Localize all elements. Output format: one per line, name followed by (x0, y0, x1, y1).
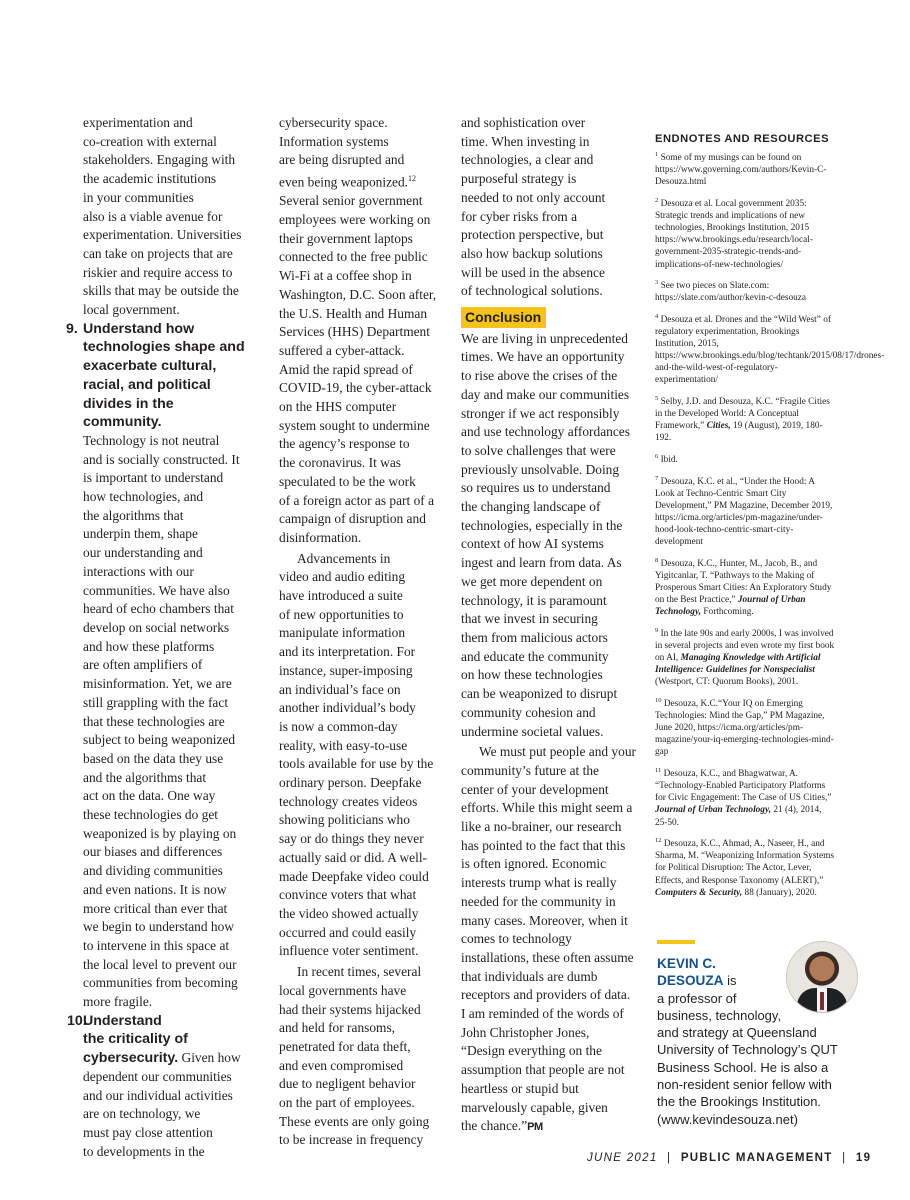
strategy-line: time. When investing in (461, 133, 590, 149)
people-line: many cases. Moreover, when it (461, 912, 628, 928)
item-9-body-line: these technologies do get (83, 807, 218, 823)
endnote-number: 4 (655, 312, 659, 320)
endnote-tail: (Westport, CT: Quorum Books), 2001. (655, 677, 799, 688)
item-9-heading-line: technologies shape and (83, 339, 245, 356)
bio-line: (www.kevindesouza.net) (657, 1111, 798, 1127)
bio-text (657, 990, 847, 1128)
item-9-body-line: underpin them, shape (83, 526, 198, 542)
deepfake-line: say or do things they never (279, 831, 424, 847)
deepfake-line: the video showed actually (279, 906, 419, 921)
conclusion-line: and educate the community (461, 648, 609, 664)
list-item-10 (67, 1012, 253, 1162)
deepfake-line: Advancements in (297, 550, 391, 566)
endnote (655, 451, 835, 466)
deepfake-line: occurred and could easily (279, 924, 417, 940)
item-9-body (83, 432, 253, 1012)
paragraph-strategy (461, 114, 641, 301)
endnote-text: Ibid. (658, 455, 678, 466)
item-9-body-line: that these technologies are (83, 713, 225, 729)
conclusion-line: ingest and learn from data. As (461, 555, 622, 571)
ransom-line: had their systems hijacked (279, 1001, 421, 1017)
item-9-body-line: our biases and differences (83, 844, 223, 860)
deepfake-line: manipulate information (279, 625, 406, 641)
ransom-line: local governments have (279, 982, 407, 998)
intro-line: co-creation with external (83, 133, 217, 149)
item-10-body (83, 1068, 253, 1162)
intro-line: stakeholders. Engaging with (83, 152, 236, 168)
item-9-body-line: still grappling with the fact (83, 694, 229, 710)
item-9-number: 9. (66, 320, 78, 337)
bio-line: Business School. He is also a (657, 1059, 829, 1075)
item-10-heading (83, 1012, 253, 1068)
footer-separator-1: | (667, 1152, 672, 1164)
endnote-journal: Journal of Urban Technology, (655, 805, 772, 816)
ransom-line: and even compromised (279, 1057, 404, 1073)
bio-line: University of Technology’s QUT (657, 1042, 838, 1058)
item-10-body-line: must pay close attention (83, 1124, 213, 1140)
endnote-journal: Journal of Urban Technology, (655, 595, 806, 618)
people-line: the chance.”PM (461, 1118, 543, 1134)
strategy-line: of technological solutions. (461, 283, 603, 299)
item-9-body-line: misinformation. Yet, we are (83, 676, 232, 692)
bio-line: non-resident senior fellow with (657, 1077, 832, 1093)
paragraph-ransom (279, 963, 445, 1150)
endnote-list (655, 149, 885, 899)
item-9-body-line: heard of echo chambers that (83, 601, 234, 617)
deepfake-line: instance, super-imposing (279, 662, 413, 678)
conclusion-line: community cohesion and (461, 704, 596, 720)
item-10-inline-body: Given how (178, 1050, 241, 1066)
endnote-text: Desouza et al. Drones and the “Wild West” of regulatory experimentation, Brookings Institution, 2015, https://www.brookings.edu/blog/techtank/2015/08/17/drones-and-the-wild-west-of-regulatory-experimentation/ (655, 315, 885, 386)
cyber-line: employees were working on (279, 211, 431, 227)
cyber-line: are being disrupted and (279, 152, 405, 168)
intro-line: riskier and require access to (83, 264, 233, 280)
item-9-heading (83, 320, 253, 432)
people-line: installations, these often assume (461, 949, 634, 965)
people-line: that individuals are dumb (461, 968, 598, 984)
people-line: center of your development (461, 781, 609, 797)
strategy-line: will be used in the absence (461, 264, 605, 280)
item-9-body-line: develop on social networks (83, 619, 230, 635)
endnote-tail: 21 (4), 2014, 25-50. (655, 805, 822, 828)
deepfake-line: and its interpretation. For (279, 644, 416, 660)
cyber-line: system sought to undermine (279, 417, 430, 433)
cyber-line: the U.S. Health and Human (279, 305, 428, 321)
item-10-body-line: and our individual activities (83, 1087, 233, 1103)
column-1 (66, 114, 253, 1161)
people-line: We must put people and your (479, 744, 636, 760)
cyber-line: the coronavirus. It was (279, 455, 401, 471)
people-line: comes to technology (461, 931, 572, 947)
deepfake-line: reality, with easy-to-use (279, 737, 408, 753)
conclusion-line: can be weaponized to disrupt (461, 686, 618, 702)
people-line: is often ignored. Economic (461, 856, 607, 872)
deepfake-line: another individual’s body (279, 700, 416, 716)
ransom-line: In recent times, several (297, 964, 422, 980)
people-line: needed for the community in (461, 893, 616, 909)
conclusion-line: context of how AI systems (461, 536, 604, 552)
people-line: community’s future at the (461, 762, 599, 778)
conclusion-line: we get more dependent on (461, 573, 603, 589)
item-9-body-line: interactions with our (83, 563, 194, 579)
ransom-line: to be increase in frequency (279, 1132, 424, 1148)
deepfake-line: video and audio editing (279, 569, 406, 585)
endnote (655, 393, 835, 444)
item-9-body-line: and dividing communities (83, 863, 223, 879)
endnote-text: In the late 90s and early 2000s, I was involved in several projects and even wrote my first book on AI, (655, 629, 835, 664)
publication-name: PUBLIC MANAGEMENT (680, 1152, 833, 1164)
cyber-line: speculated to be the work (279, 473, 416, 489)
deepfake-line: have introduced a suite (279, 588, 403, 604)
endnote (655, 695, 835, 759)
deepfake-line: convince voters that what (279, 887, 417, 903)
endnote-text: Desouza, K.C.“Your IQ on Emerging Technologies: Mind the Gap,” PM Magazine, June 2020, https://icma.org/articles/pm-magazine/your-iq-emerging-technologies-mind-gap (655, 699, 834, 758)
conclusion-line: and use technology affordances (461, 424, 630, 440)
endnote-number: 8 (655, 556, 659, 564)
people-line: John Christopher Jones, (461, 1024, 590, 1040)
item-9-body-line: are often amplifiers of (83, 657, 203, 673)
intro-line: experimentation and (83, 115, 193, 130)
cyber-line: Services (HHS) Department (279, 324, 430, 340)
endnote-text: Desouza, K.C., and Bhagwatwar, A. “Technology-Enabled Participatory Platforms for Civic Engagement: The Case of US Cities,” (655, 769, 832, 804)
item-9-body-line: communities from becoming (83, 975, 238, 991)
cyber-line: of a foreign actor as part of a (279, 492, 435, 508)
conclusion-line: technologies, especially in the (461, 517, 623, 533)
cyber-line: on the HHS computer (279, 399, 397, 415)
endnote (655, 149, 835, 188)
intro-line: also is a viable avenue for (83, 208, 223, 224)
people-line: heartless or stupid but (461, 1080, 579, 1096)
strategy-line: needed to not only account (461, 189, 606, 205)
paragraph-cyber (279, 114, 445, 548)
endnote-text: Desouza, K.C. et al., “Under the Hood: A Look at Techno-Centric Smart City Development,” PM Magazine, December 2019, https://icma.org/articles/pm-magazine/under-hood-look-techno-centric-smart-city-development (655, 476, 833, 548)
strategy-line: and sophistication over (461, 115, 586, 130)
item-10-heading-line: the criticality of (83, 1031, 188, 1048)
endnote-number: 10 (655, 697, 662, 704)
deepfake-line: is now a common-day (279, 718, 398, 734)
bio-after-name: is (723, 973, 737, 989)
paragraph-conclusion (461, 330, 641, 741)
endnotes-title: ENDNOTES AND RESOURCES (655, 133, 830, 145)
conclusion-line: to rise above the crises of the (461, 368, 618, 384)
page-footer (587, 1152, 871, 1164)
item-9-body-line: and how these platforms (83, 638, 215, 654)
item-9-body-line: to intervene in this space at (83, 937, 230, 953)
item-9-body-line: Technology is not neutral (83, 432, 220, 448)
conclusion-line: them from malicious actors (461, 629, 608, 645)
item-10-body-line: are on technology, we (83, 1106, 201, 1122)
paragraph-deepfake (279, 550, 445, 961)
cyber-line: Several senior government (279, 193, 423, 209)
endnote (655, 765, 835, 829)
endnote-tail: Forthcoming. (701, 607, 754, 618)
cyber-line: Amid the rapid spread of (279, 361, 413, 377)
item-9-body-line: and even nations. It is now (83, 881, 227, 897)
endnotes (655, 133, 885, 905)
end-mark-pm: PM (527, 1121, 543, 1134)
item-9-body-line: how technologies, and (83, 489, 204, 505)
ransom-line: and held for ransoms, (279, 1020, 396, 1036)
cyber-line: suffered a cyber-attack. (279, 342, 405, 358)
item-10-heading-line: Understand (83, 1012, 162, 1029)
intro-line: can take on projects that are (83, 245, 233, 261)
item-9-heading-line: exacerbate cultural, (83, 358, 217, 375)
intro-line: local government. (83, 302, 180, 318)
conclusion-heading: Conclusion (461, 307, 546, 328)
issue-date: JUNE 2021 (587, 1152, 658, 1164)
endnote-number: 11 (655, 767, 662, 775)
cyber-line: Information systems (279, 133, 389, 149)
bio-line: business, technology, (657, 1007, 782, 1023)
people-line: interests trump what is really (461, 875, 617, 891)
conclusion-line: to solve challenges that were (461, 442, 616, 458)
item-10-number: 10. (67, 1012, 87, 1029)
item-9-heading-line: racial, and political (83, 376, 211, 393)
item-9-body-line: weaponized is by playing on (83, 825, 237, 841)
endnote-text: Desouza et al. Local government 2035: Strategic trends and implications of new technologies, Brookings Institution, 2015 https://www.brookings.edu/research/local-government-2035-strategic-trends-and-implications-of-new-technologies/ (655, 199, 813, 270)
deepfake-line: tools available for use by the (279, 756, 434, 772)
endnote-number: 9 (655, 626, 659, 634)
cyber-line: Wi-Fi at a coffee shop in (279, 268, 412, 284)
conclusion-line: on how these technologies (461, 667, 603, 683)
strategy-line: for cyber risks from a (461, 208, 578, 224)
paragraph-people (461, 743, 641, 1137)
endnote (655, 195, 835, 271)
people-line: has pointed to the fact that this (461, 837, 626, 853)
people-line: marvelously capable, given (461, 1099, 608, 1115)
item-10-body-line: dependent our communities (83, 1068, 232, 1084)
intro-line: experimentation. Universities (83, 227, 242, 243)
ransom-line: due to negligent behavior (279, 1076, 416, 1092)
conclusion-line: We are living in unprecedented (461, 330, 628, 346)
item-9-heading-line: divides in the community. (83, 395, 174, 431)
ransom-line: These events are only going (279, 1113, 430, 1129)
item-9-body-line: subject to being weaponized (83, 732, 236, 748)
bio-line: a professor of (657, 990, 737, 1006)
endnote-tail: 19 (August), 2019, 180-192. (655, 421, 823, 444)
footnote-ref: 12 (408, 174, 417, 184)
people-line: efforts. While this might seem a (461, 800, 633, 816)
author-name-line1: KEVIN C. (657, 956, 716, 971)
deepfake-line: technology creates videos (279, 793, 418, 809)
endnote-number: 12 (655, 837, 662, 845)
intro-paragraph (83, 114, 253, 320)
item-9-heading-line: Understand how (83, 320, 195, 337)
endnote-number: 6 (655, 453, 659, 461)
endnote-number: 1 (655, 151, 659, 159)
deepfake-line: made Deepfake video could (279, 868, 429, 884)
conclusion-line: previously unsolvable. Doing (461, 461, 620, 477)
endnote-text: Desouza, K.C., Hunter, M., Jacob, B., and Yigitcanlar, T. “Pathways to the Making of Prosperous Smart Cities: An Exploratory Study on the Best Practice,” (655, 558, 832, 606)
column-2 (279, 114, 445, 1150)
intro-line: in your communities (83, 189, 194, 205)
people-line: receptors and providers of data. (461, 987, 631, 1003)
cyber-line: disinformation. (279, 529, 362, 545)
item-9-body-line: is important to understand (83, 470, 224, 486)
strategy-line: also how backup solutions (461, 245, 603, 261)
people-line: assumption that people are not (461, 1062, 625, 1078)
conclusion-line: stronger if we act responsibly (461, 405, 620, 421)
item-9-body-line: more critical than ever that (83, 900, 228, 916)
cyber-line: even being weaponized.$^{12}$ (279, 174, 417, 190)
endnote (655, 625, 835, 689)
bio-line: the the Brookings Institution. (657, 1094, 822, 1110)
item-9-body-line: the local level to prevent our (83, 956, 237, 972)
endnote-tail: 88 (January), 2020. (742, 887, 817, 898)
item-10-body-line: to developments in the (83, 1143, 205, 1159)
author-name-line2: DESOUZA (657, 973, 724, 989)
intro-line: skills that may be outside the (83, 283, 239, 299)
footer-separator-2: | (842, 1152, 847, 1164)
ransom-line: penetrated for data theft, (279, 1038, 411, 1054)
strategy-line: protection perspective, but (461, 227, 604, 243)
people-line: “Design everything on the (461, 1043, 602, 1059)
item-9-body-line: communities. We have also (83, 582, 230, 598)
endnote-number: 2 (655, 196, 659, 204)
deepfake-line: showing politicians who (279, 812, 410, 828)
strategy-line: technologies, a clear and (461, 152, 594, 168)
endnote-number: 7 (655, 474, 659, 482)
cyber-line: Washington, D.C. Soon after, (279, 286, 437, 302)
deepfake-line: influence voter sentiment. (279, 943, 419, 959)
deepfake-line: ordinary person. Deepfake (279, 775, 422, 791)
deepfake-line: of new opportunities to (279, 606, 404, 622)
endnote-number: 5 (655, 395, 659, 403)
item-9-body-line: we begin to understand how (83, 919, 234, 935)
endnote-journal: Cities, (706, 421, 731, 432)
endnote-journal: Managing Knowledge with Artificial Intelligence: Guidelines for Nonspecialist (655, 653, 821, 676)
deepfake-line: an individual’s face on (279, 681, 401, 697)
endnote (655, 277, 835, 304)
cyber-line: the agency’s response to (279, 436, 410, 452)
list-item-9 (66, 320, 253, 1012)
author-bio (657, 955, 847, 1128)
item-9-body-line: and the algorithms that (83, 769, 207, 785)
strategy-line: purposeful strategy is (461, 171, 577, 187)
column-3 (461, 114, 641, 1137)
endnote-text: Some of my musings can be found on https://www.governing.com/authors/Kevin-C-Desouza.html (655, 153, 827, 188)
item-9-body-line: and is socially constructed. It (83, 451, 240, 467)
conclusion-line: undermine societal values. (461, 723, 604, 739)
people-line: like a no-brainer, our research (461, 819, 622, 835)
cyber-line: their government laptops (279, 230, 413, 246)
page-number: 19 (855, 1152, 872, 1164)
ransom-line: on the part of employees. (279, 1095, 415, 1111)
conclusion-line: day and make our communities (461, 386, 630, 402)
bio-line: and strategy at Queensland (657, 1025, 817, 1041)
conclusion-line: technology, it is paramount (461, 592, 607, 608)
endnote (655, 473, 835, 549)
item-9-body-line: act on the data. One way (83, 788, 216, 804)
endnote-number: 3 (655, 279, 659, 287)
cyber-line: cybersecurity space. (279, 115, 388, 130)
endnote (655, 555, 835, 619)
cyber-line: connected to the free public (279, 249, 428, 265)
endnote-text: Selby, J.D. and Desouza, K.C. “Fragile Cities in the Developed World: A Conceptual Framework,” (655, 397, 830, 432)
item-9-body-line: more fragile. (83, 994, 153, 1010)
conclusion-line: that we invest in securing (461, 611, 598, 627)
deepfake-line: actually said or did. A well- (279, 849, 428, 865)
endnote-text: Desouza, K.C., Ahmad, A., Naseer, H., and Sharma, M. “Weaponizing Information Systems for Political Disruption: The Actor, Lever, Effects, and Response Taxonomy (ALERT),” (655, 839, 834, 886)
intro-line: the academic institutions (83, 171, 217, 187)
endnote (655, 835, 835, 899)
item-10-heading-line: cybersecurity. Given how (83, 1050, 241, 1067)
item-9-body-line: our understanding and (83, 545, 203, 561)
conclusion-line: times. We have an opportunity (461, 349, 625, 365)
endnote-text: See two pieces on Slate.com: https://slate.com/author/kevin-c-desouza (655, 281, 807, 304)
conclusion-line: so requires us to understand (461, 480, 611, 496)
bio-accent-bar (657, 940, 695, 944)
item-9-body-line: the algorithms that (83, 507, 184, 523)
item-9-body-line: based on the data they use (83, 750, 224, 766)
conclusion-line: the changing landscape of (461, 499, 601, 515)
endnote-journal: Computers & Security, (655, 887, 743, 898)
cyber-line: campaign of disruption and (279, 511, 426, 527)
endnote (655, 311, 885, 387)
people-line: I am reminded of the words of (461, 1006, 624, 1022)
cyber-line: COVID-19, the cyber-attack (279, 380, 432, 396)
